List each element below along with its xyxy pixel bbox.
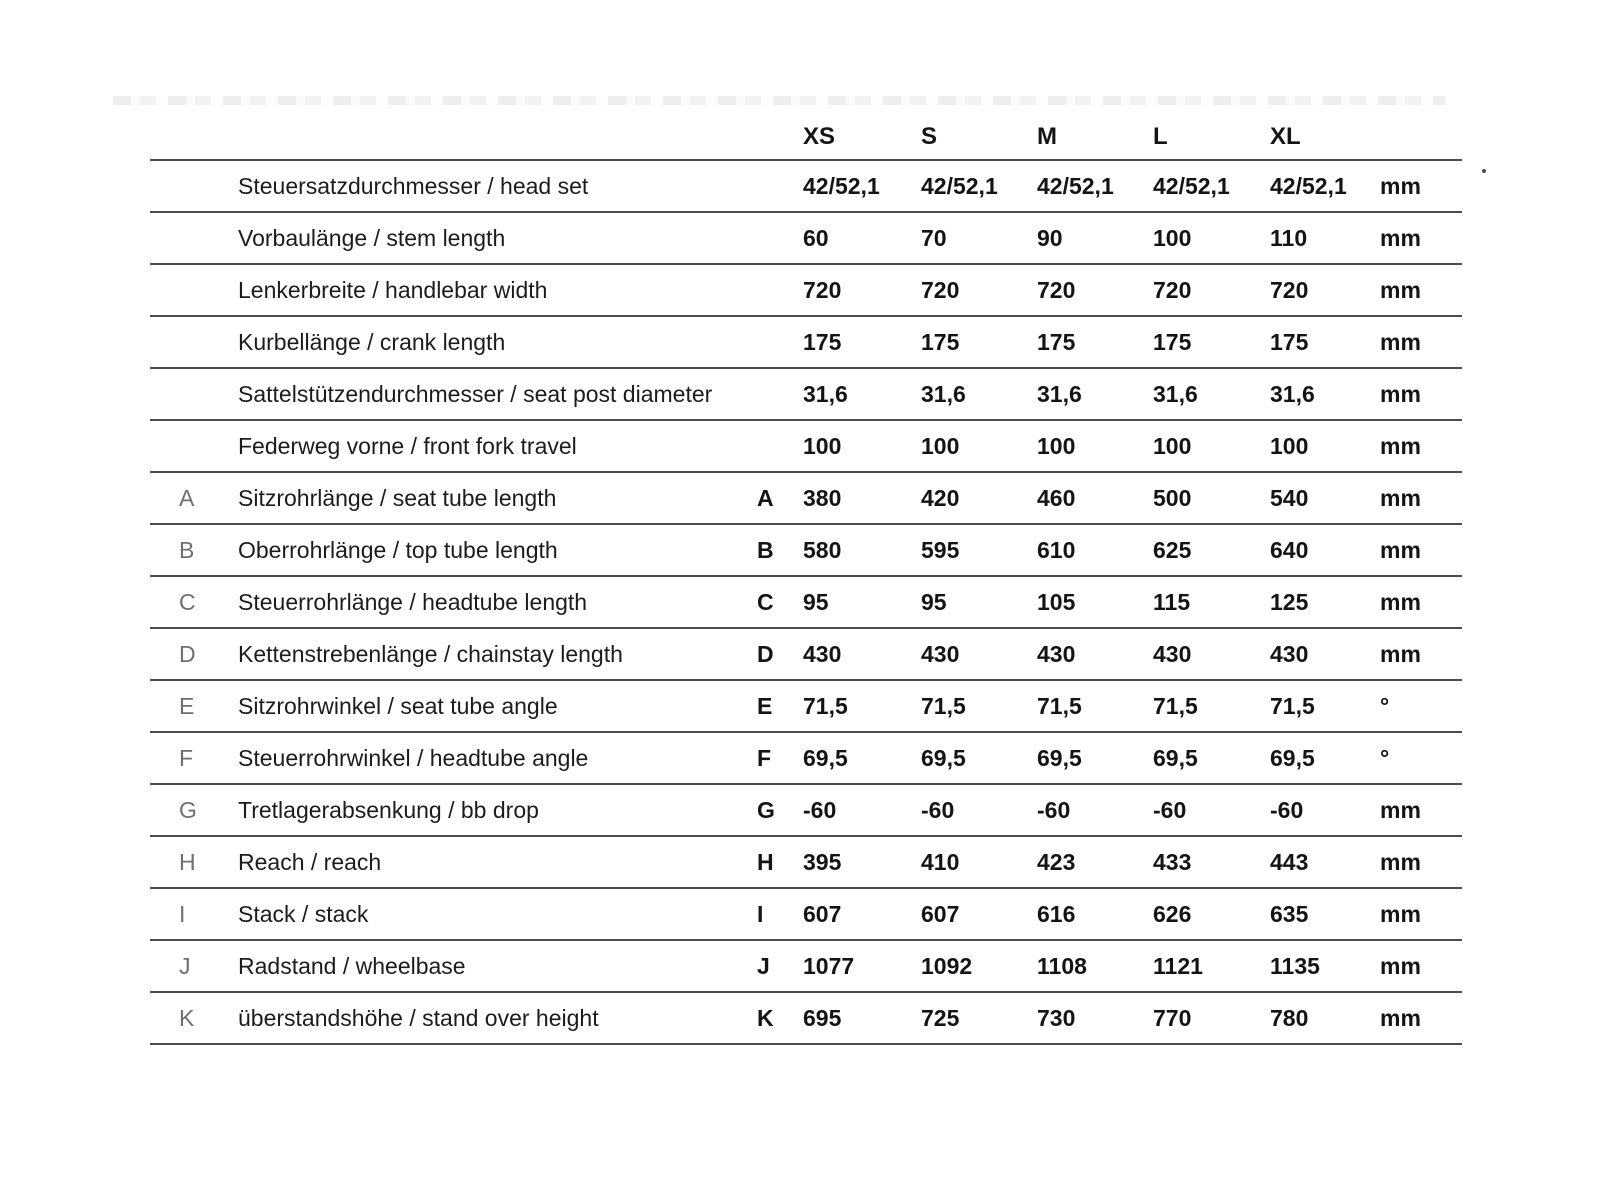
row-value: 115 [1153, 588, 1191, 615]
row-value: 1108 [1037, 952, 1087, 979]
row-value: 720 [1037, 276, 1076, 303]
table-row [150, 473, 1462, 525]
row-label: Radstand / wheelbase [238, 952, 466, 979]
table-row [150, 629, 1462, 681]
row-value: 500 [1153, 484, 1192, 511]
row-letter-bold: I [757, 900, 764, 927]
table-row [150, 733, 1462, 785]
table-row [150, 265, 1462, 317]
row-value: 100 [803, 432, 842, 459]
row-label: Oberrohrlänge / top tube length [238, 536, 558, 563]
row-letter-gray: F [179, 744, 194, 771]
row-letter-gray: I [179, 900, 186, 927]
row-letter-bold: J [757, 952, 770, 979]
row-label: Steuersatzdurchmesser / head set [238, 172, 589, 199]
row-letter-bold: A [757, 484, 774, 511]
row-value: 616 [1037, 900, 1076, 927]
row-value: 31,6 [803, 380, 848, 407]
row-value: 175 [803, 328, 842, 355]
row-value: 433 [1153, 848, 1192, 875]
row-value: 110 [1270, 224, 1308, 251]
row-unit: ° [1380, 692, 1390, 719]
row-value: 626 [1153, 900, 1192, 927]
row-value: 95 [803, 588, 829, 615]
row-value: 423 [1037, 848, 1076, 875]
row-letter-gray: E [179, 692, 195, 719]
size-header-xl: XL [1270, 123, 1301, 150]
row-value: 69,5 [1037, 744, 1082, 771]
row-value: 1135 [1270, 952, 1320, 979]
row-label: Sitzrohrlänge / seat tube length [238, 484, 557, 511]
row-value: 430 [921, 640, 960, 667]
row-value: 430 [1153, 640, 1192, 667]
row-letter-gray: K [179, 1004, 195, 1031]
row-label: Reach / reach [238, 848, 382, 875]
row-value: 60 [803, 224, 829, 251]
row-value: 695 [803, 1004, 842, 1031]
row-value: 635 [1270, 900, 1309, 927]
row-value: 443 [1270, 848, 1309, 875]
row-letter-bold: D [757, 640, 774, 667]
row-value: 69,5 [1153, 744, 1198, 771]
row-value: 42/52,1 [1153, 172, 1230, 199]
row-value: 580 [803, 536, 842, 563]
row-value: 90 [1037, 224, 1063, 251]
row-value: 42/52,1 [1037, 172, 1114, 199]
row-value: 71,5 [1037, 692, 1082, 719]
row-value: 720 [803, 276, 842, 303]
row-value: 70 [921, 224, 947, 251]
geometry-table-body [150, 161, 1462, 1045]
row-value: 105 [1037, 588, 1076, 615]
row-label: Lenkerbreite / handlebar width [238, 276, 548, 303]
row-label: Kettenstrebenlänge / chainstay length [238, 640, 623, 667]
row-value: 430 [1037, 640, 1076, 667]
row-unit: mm [1380, 484, 1421, 511]
row-value: -60 [1037, 796, 1071, 823]
top-artifact-band [113, 96, 1445, 105]
row-value: 430 [1270, 640, 1309, 667]
row-unit: mm [1380, 224, 1421, 251]
row-label: Tretlagerabsenkung / bb drop [238, 796, 539, 823]
row-label: Steuerrohrlänge / headtube length [238, 588, 588, 615]
row-value: 69,5 [803, 744, 848, 771]
row-value: 720 [921, 276, 960, 303]
table-row [150, 837, 1462, 889]
row-value: 100 [1270, 432, 1309, 459]
row-unit: mm [1380, 172, 1421, 199]
row-unit: ° [1380, 744, 1390, 771]
row-value: 175 [1153, 328, 1192, 355]
row-value: 410 [921, 848, 960, 875]
row-value: 540 [1270, 484, 1309, 511]
row-value: 607 [803, 900, 842, 927]
row-value: 1077 [803, 952, 855, 979]
row-unit: mm [1380, 640, 1421, 667]
table-row [150, 681, 1462, 733]
row-value: 720 [1270, 276, 1309, 303]
row-value: 720 [1153, 276, 1192, 303]
stray-dot [1482, 169, 1486, 173]
row-letter-gray: C [179, 588, 196, 615]
row-label: Federweg vorne / front fork travel [238, 432, 577, 459]
row-value: 71,5 [1270, 692, 1315, 719]
row-unit: mm [1380, 848, 1421, 875]
row-unit: mm [1380, 276, 1421, 303]
row-letter-gray: A [179, 484, 195, 511]
row-letter-bold: H [757, 848, 774, 875]
row-value: 31,6 [921, 380, 966, 407]
row-value: -60 [803, 796, 837, 823]
row-letter-bold: B [757, 536, 774, 563]
row-label: Sattelstützendurchmesser / seat post diameter [238, 380, 713, 407]
row-value: 42/52,1 [1270, 172, 1347, 199]
row-value: -60 [1153, 796, 1187, 823]
row-value: 780 [1270, 1004, 1309, 1031]
row-value: 730 [1037, 1004, 1076, 1031]
row-value: 71,5 [921, 692, 966, 719]
geometry-table [150, 115, 1462, 1045]
row-label: Sitzrohrwinkel / seat tube angle [238, 692, 558, 719]
row-value: 42/52,1 [921, 172, 998, 199]
row-label: Stack / stack [238, 900, 369, 927]
row-value: 100 [921, 432, 960, 459]
row-value: 100 [1037, 432, 1076, 459]
table-row [150, 993, 1462, 1045]
row-unit: mm [1380, 796, 1421, 823]
row-letter-bold: K [757, 1004, 774, 1031]
size-header-l: L [1153, 123, 1168, 150]
row-value: 595 [921, 536, 960, 563]
table-row [150, 889, 1462, 941]
row-value: 95 [921, 588, 947, 615]
row-label: überstandshöhe / stand over height [238, 1004, 599, 1031]
row-value: 1121 [1153, 952, 1203, 979]
row-value: -60 [1270, 796, 1304, 823]
row-value: 395 [803, 848, 842, 875]
row-value: 31,6 [1037, 380, 1082, 407]
row-value: 1092 [921, 952, 973, 979]
row-value: 725 [921, 1004, 960, 1031]
row-value: 71,5 [1153, 692, 1198, 719]
row-value: 175 [921, 328, 960, 355]
table-row [150, 161, 1462, 213]
table-row [150, 941, 1462, 993]
row-unit: mm [1380, 432, 1421, 459]
row-letter-bold: F [757, 744, 772, 771]
table-row [150, 525, 1462, 577]
row-label: Kurbellänge / crank length [238, 328, 506, 355]
row-unit: mm [1380, 1004, 1421, 1031]
row-value: 430 [803, 640, 842, 667]
size-header-s: S [921, 123, 938, 150]
table-row [150, 577, 1462, 629]
row-unit: mm [1380, 900, 1421, 927]
row-letter-bold: E [757, 692, 773, 719]
row-value: 380 [803, 484, 842, 511]
row-letter-gray: B [179, 536, 195, 563]
table-header-row [150, 115, 1462, 161]
row-value: 100 [1153, 432, 1192, 459]
row-unit: mm [1380, 536, 1421, 563]
row-unit: mm [1380, 380, 1421, 407]
table-row [150, 317, 1462, 369]
row-letter-gray: J [179, 952, 191, 979]
table-row [150, 369, 1462, 421]
row-unit: mm [1380, 952, 1421, 979]
row-value: 610 [1037, 536, 1076, 563]
row-label: Vorbaulänge / stem length [238, 224, 506, 251]
row-value: 460 [1037, 484, 1076, 511]
row-value: -60 [921, 796, 955, 823]
row-letter-bold: C [757, 588, 774, 615]
row-value: 31,6 [1153, 380, 1198, 407]
row-value: 100 [1153, 224, 1192, 251]
row-value: 607 [921, 900, 960, 927]
row-value: 69,5 [921, 744, 966, 771]
size-header-m: M [1037, 123, 1057, 150]
row-letter-gray: H [179, 848, 196, 875]
row-value: 640 [1270, 536, 1309, 563]
row-value: 770 [1153, 1004, 1192, 1031]
row-unit: mm [1380, 588, 1421, 615]
row-letter-gray: D [179, 640, 196, 667]
table-row [150, 213, 1462, 265]
row-value: 31,6 [1270, 380, 1315, 407]
table-row [150, 421, 1462, 473]
row-letter-gray: G [179, 796, 197, 823]
table-row [150, 785, 1462, 837]
row-value: 125 [1270, 588, 1309, 615]
row-label: Steuerrohrwinkel / headtube angle [238, 744, 589, 771]
row-value: 71,5 [803, 692, 848, 719]
row-value: 175 [1270, 328, 1309, 355]
row-value: 175 [1037, 328, 1076, 355]
row-value: 625 [1153, 536, 1192, 563]
row-value: 69,5 [1270, 744, 1315, 771]
row-letter-bold: G [757, 796, 775, 823]
row-unit: mm [1380, 328, 1421, 355]
size-header-xs: XS [803, 123, 836, 150]
row-value: 420 [921, 484, 960, 511]
row-value: 42/52,1 [803, 172, 880, 199]
